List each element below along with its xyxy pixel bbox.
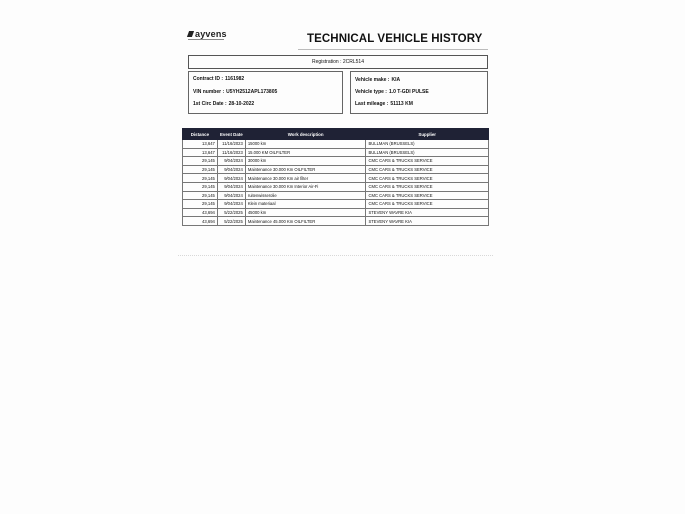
cell-supplier: CMC CARS & TRUCKS SERVICE [366,200,489,209]
cell-distance: 29,145 [183,191,218,200]
table-row [183,174,489,183]
cell-distance: 13,647 [183,148,218,157]
cell-event-date: 9/04/2024 [217,182,245,191]
cell-supplier: CMC CARS & TRUCKS SERVICE [366,174,489,183]
registration-label: Registration : [312,59,342,65]
cell-supplier: STEVENY WAVRE KIA [366,217,489,226]
cell-supplier: CMC CARS & TRUCKS SERVICE [366,191,489,200]
last-mileage-row [355,101,413,107]
vin-row [193,89,277,95]
cell-work-description: 15000 km [245,140,366,149]
cell-distance: 13,647 [183,140,218,149]
table-row [183,165,489,174]
cell-supplier: CMC CARS & TRUCKS SERVICE [366,182,489,191]
cell-event-date: 9/04/2024 [217,157,245,166]
cell-work-description: 15.000 KM OILFILTER [245,148,366,157]
first-circ-value: 28-10-2022 [228,101,255,107]
first-circ-row [193,101,254,107]
column-header-work-description: Work description [245,129,366,140]
table-row [183,208,489,217]
contract-id-row [193,76,244,82]
vehicle-make-value: KIA [391,77,401,83]
vehicle-type-label: Vehicle type : [355,89,387,95]
table-row [183,140,489,149]
last-mileage-label: Last mileage : [355,101,389,107]
cell-distance: 29,145 [183,165,218,174]
logo-underline [188,39,224,40]
company-logo [188,29,227,39]
vin-value: U5YH2512APL173805 [226,89,278,95]
cell-work-description: 45000 km [245,208,366,217]
logo-mark-icon [187,31,194,37]
vehicle-make-label: Vehicle make : [355,77,390,83]
table-header-row [183,129,489,140]
cell-work-description: Klein materiaal [245,200,366,209]
cell-event-date: 9/04/2024 [217,191,245,200]
vehicle-type-value: 1.0 T-GDI PULSE [388,89,429,95]
vehicle-type-row [355,89,429,95]
first-circ-label: 1st Circ Date : [193,101,227,107]
vin-label: VIN number : [193,89,225,95]
table-row [183,182,489,191]
cell-supplier: CMC CARS & TRUCKS SERVICE [366,165,489,174]
logo-text: ayvens [195,29,227,39]
contract-id-value: 1161982 [225,76,245,82]
cell-event-date: 11/16/2023 [217,148,245,157]
registration-box [188,55,488,69]
cell-work-description: ruitenwisserolie [245,191,366,200]
cell-supplier: BULLMAN (BRUSSELS) [366,148,489,157]
cell-supplier: BULLMAN (BRUSSELS) [366,140,489,149]
last-mileage-value: 51113 KM [390,101,413,107]
column-header-distance: Distance [183,129,218,140]
table-row [183,148,489,157]
cell-event-date: 5/22/2025 [217,208,245,217]
table-row [183,191,489,200]
cell-event-date: 11/16/2023 [217,140,245,149]
cell-distance: 29,145 [183,182,218,191]
page-fold-line [178,255,493,257]
history-table [182,128,489,226]
table-row [183,200,489,209]
cell-supplier: CMC CARS & TRUCKS SERVICE [366,157,489,166]
cell-distance: 29,145 [183,174,218,183]
cell-distance: 43,694 [183,208,218,217]
contract-id-label: Contract ID : [193,76,223,82]
cell-distance: 29,145 [183,200,218,209]
title-divider [298,49,488,50]
column-header-supplier: Supplier [366,129,489,140]
cell-work-description: Maintenance 30.000 Km Interior Air-Fi [245,182,366,191]
cell-work-description: 30000 km [245,157,366,166]
contract-info-box [188,71,343,114]
cell-work-description: Maintenance 45.000 Km OILFILTER [245,217,366,226]
cell-event-date: 9/04/2024 [217,200,245,209]
registration-value: 2CRL514 [342,59,364,65]
vehicle-make-row [355,77,400,83]
cell-event-date: 5/22/2025 [217,217,245,226]
vehicle-info-box [350,71,488,114]
cell-supplier: STEVENY WAVRE KIA [366,208,489,217]
cell-event-date: 9/04/2024 [217,174,245,183]
page-title: TECHNICAL VEHICLE HISTORY [307,33,483,45]
cell-work-description: Maintenance 30.000 Km air filter [245,174,366,183]
table-row [183,157,489,166]
cell-distance: 29,145 [183,157,218,166]
cell-distance: 43,694 [183,217,218,226]
cell-event-date: 9/04/2024 [217,165,245,174]
table-row [183,217,489,226]
column-header-event-date: Event Date [217,129,245,140]
cell-work-description: Maintenance 30.000 Km OILFILTER [245,165,366,174]
